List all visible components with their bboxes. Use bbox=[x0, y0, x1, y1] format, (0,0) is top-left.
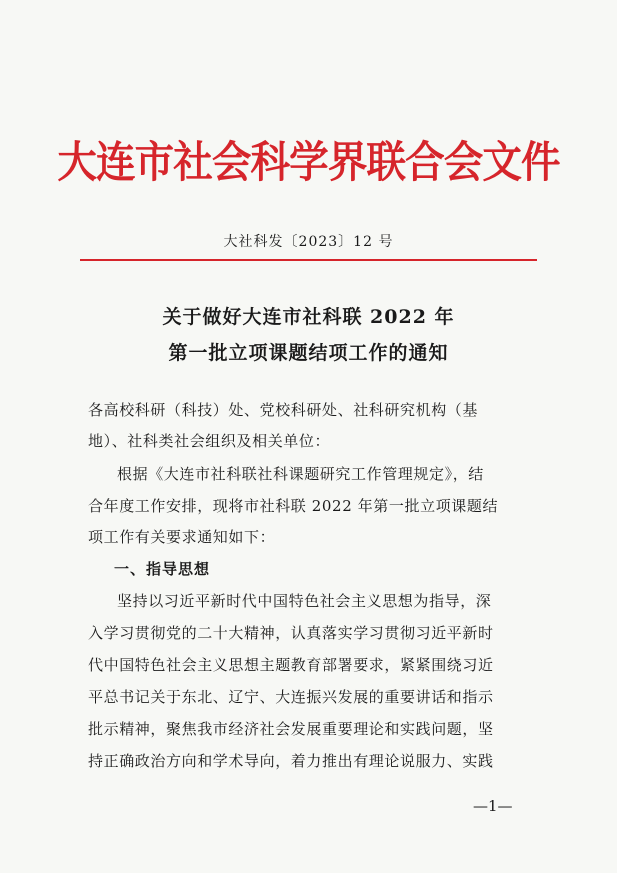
section-heading: 一、指导思想 bbox=[114, 560, 211, 578]
body-line: 各高校科研（科技）处、党校科研处、社科研究机构（基 bbox=[88, 401, 479, 419]
body-line: 代中国特色社会主义思想主题教育部署要求，紧紧围绕习近 bbox=[88, 656, 494, 674]
body-line: 平总书记关于东北、辽宁、大连振兴发展的重要讲话和指示 bbox=[88, 688, 494, 706]
body-line: 批示精神，聚焦我市经济社会发展重要理论和实践问题，坚 bbox=[88, 720, 494, 738]
page-number: —1— bbox=[473, 797, 513, 815]
org-document-title: 大连市社会科学界联合会文件 bbox=[57, 138, 560, 188]
body-line: 根据《大连市社科联社科课题研究工作管理规定》，结 bbox=[117, 465, 484, 483]
red-separator-line bbox=[80, 259, 537, 261]
body-line: 合年度工作安排，现将市社科联 2022 年第一批立项课题结 bbox=[88, 497, 499, 515]
notice-title-line-2: 第一批立项课题结项工作的通知 bbox=[168, 342, 449, 364]
notice-title-line-1: 关于做好大连市社科联 2022 年 bbox=[162, 306, 455, 328]
body-line: 项工作有关要求通知如下： bbox=[88, 528, 276, 546]
body-line: 入学习贯彻党的二十大精神，认真落实学习贯彻习近平新时 bbox=[88, 624, 494, 642]
body-line: 坚持以习近平新时代中国特色社会主义思想为指导，深 bbox=[117, 592, 492, 610]
body-line: 地）、社科类社会组织及相关单位： bbox=[88, 432, 331, 450]
document-number: 大社科发〔2023〕12 号 bbox=[223, 234, 394, 250]
body-line: 持正确政治方向和学术导向，着力推出有理论说服力、实践 bbox=[88, 752, 494, 770]
